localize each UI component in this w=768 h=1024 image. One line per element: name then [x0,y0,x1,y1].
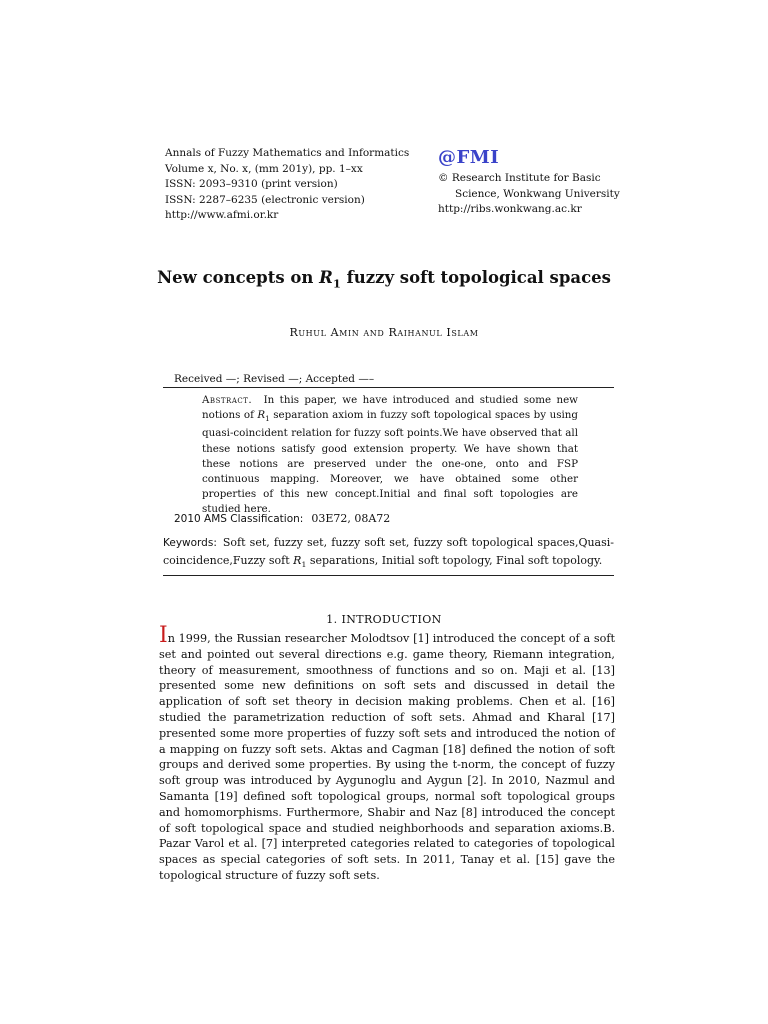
authors: Ruhul Amin and Raihanul Islam [289,326,479,339]
afmi-logo: @FMI [438,147,500,168]
title-part-1: New concepts on [157,268,320,287]
publisher-url[interactable]: http://ribs.wonkwang.ac.kr [438,203,582,215]
title-part-2: fuzzy soft topological spaces [340,268,611,287]
introduction-body [159,623,615,884]
journal-issn-electronic: ISSN: 2287–6235 (electronic version) [165,193,365,206]
abstract-math-sub: 1 [265,414,270,424]
publisher-info [438,148,620,218]
abstract-text-2: separation axiom in fuzzy soft topological spaces by using quasi-coincident relation for fuzzy soft points.We have observed that all these notions satisfy good extension property. We have shown that these notions are preserved under the one-one, onto and FSP continuous mapping. Moreover, we have obtained some other properties of this new concept.Initial and final soft topologies are studied here. [202,409,579,516]
copyright-symbol: © [438,172,449,184]
abstract-text-1: In this paper, we have introduced and studied some new notions of [202,394,578,422]
abstract-math-r: R [257,409,266,422]
abstract-label: Abstract. [202,394,253,406]
paper-title [0,268,768,290]
journal-volume: Volume x, No. x, (mm 201y), pp. 1–xx [165,162,363,175]
bottom-rule [163,575,614,576]
journal-issn-print: ISSN: 2093–9310 (print version) [165,178,338,190]
publisher-name: Research Institute for Basic [451,172,601,184]
drop-cap: I [159,623,168,648]
publisher-line-1 [438,171,620,187]
journal-url[interactable]: http://www.afmi.or.kr [165,209,279,221]
introduction-text: n 1999, the Russian researcher Molodtsov [1] introduced the concept of a soft set and pointed out several directions e.g. game theory, Riemann integration, theory of measurement, smoothness of functions and so on. Maji et al. [13] presented some new definitions on soft sets and discussed in detail the application of soft set theory in decision making problems. Chen et al. [16] studied the parametrization reduction of soft sets. Ahmad and Kharal [17] presented some more properties of fuzzy soft sets and introduced the notion of a mapping on fuzzy soft sets. Aktas and Cagman [18] defined the notion of soft groups and derived some properties. By using the t-norm, the concept of fuzzy soft group was introduced by Aygunoglu and Aygun [2]. In 2010, Nazmul and Samanta [19] defined soft topological groups, normal soft topological groups and homomorphisms. Furthermore, Shabir and Naz [8] introduced the concept of soft topological space and studied neighborhoods and separation axioms.B. Pazar Varol et al. [7] interpreted categories related to categories of topological spaces as special categories of soft sets. In 2011, Tanay et al. [15] gave the topological structure of fuzzy soft sets. [159,632,615,882]
keywords [163,534,614,573]
keywords-math-r: R [293,554,302,567]
section-heading-text: 1. INTRODUCTION [326,613,442,626]
top-rule [163,387,614,388]
received-line: Received —; Revised —; Accepted —– [174,373,375,385]
ams-label: 2010 AMS Classification: [174,513,304,525]
ams-classification [174,512,390,525]
ams-value: 03E72, 08A72 [311,512,391,525]
publisher-line-2: Science, Wonkwang University [455,187,620,200]
abstract [202,393,578,518]
keywords-text-2: separations, Initial soft topology, Final soft topology. [306,554,603,567]
title-math-sub: 1 [332,276,341,291]
keywords-math-sub: 1 [301,560,307,570]
keywords-text-1: Soft set, fuzzy set, fuzzy soft set, fuzzy soft topological spaces,Quasi-coincidence,Fuzzy soft [163,536,614,567]
title-math-r: R [319,268,333,287]
journal-info [165,146,409,224]
section-heading [0,612,768,626]
journal-name: Annals of Fuzzy Mathematics and Informatics [165,147,410,159]
keywords-label: Keywords: [163,537,217,549]
